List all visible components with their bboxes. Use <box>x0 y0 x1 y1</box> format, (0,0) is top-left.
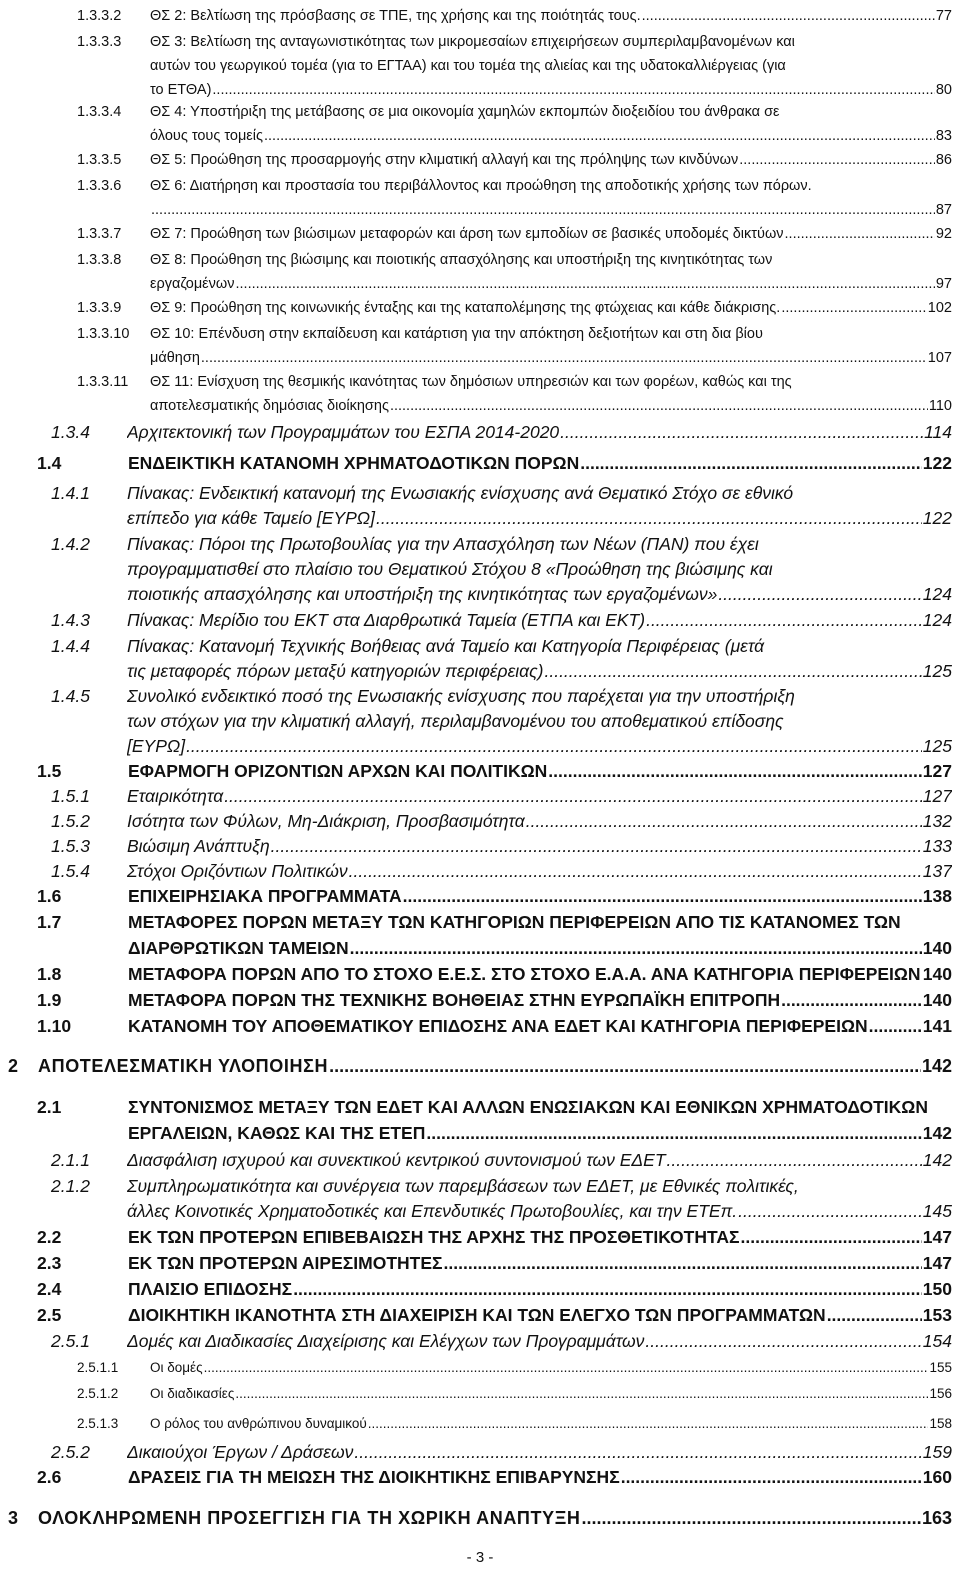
toc-entry-title-line: ΣΥΝΤΟΝΙΣΜΟΣ ΜΕΤΑΞΥ ΤΩΝ ΕΔΕΤ ΚΑΙ ΑΛΛΩΝ ΕΝΩΣΙΑΚΩΝ ΚΑΙ ΕΘΝΙΚΩΝ ΧΡΗΜΑΤΟΔΟΤΙΚΩΝ <box>128 1097 928 1117</box>
dot-leader <box>203 1358 929 1377</box>
toc-entry-number: 3 <box>8 1508 19 1528</box>
toc-entry-title-line: ΘΣ 9: Προώθηση της κοινωνικής ένταξης και της καταπολέμησης της φτώχειας και κάθε διάκρισης. <box>150 300 781 316</box>
toc-entry-title-line: ΘΣ 2: Βελτίωση της πρόσβασης σε ΤΠΕ, της χρήσης και της ποιότητάς τους. <box>150 8 641 24</box>
toc-entry-title-line: εργαζομένων <box>150 276 235 292</box>
toc-entry-number: 1.4.2 <box>51 534 90 554</box>
toc-entry-number: 2.1.2 <box>51 1176 90 1196</box>
dot-leader <box>443 1251 922 1275</box>
toc-entry-title-line: ΘΣ 11: Ενίσχυση της θεσμικής ικανότητας των δημόσιων υπηρεσιών και των φορέων, καθώς και της <box>150 374 792 390</box>
toc-page-number: 83 <box>935 128 952 144</box>
dot-leader <box>784 224 935 245</box>
dot-leader <box>738 150 935 171</box>
dot-leader <box>223 784 922 808</box>
toc-entry-number: 1.4.1 <box>51 483 90 503</box>
toc-entry-number: 1.5.2 <box>51 811 90 831</box>
toc-page-number: 154 <box>922 1331 952 1351</box>
toc-page-number: 160 <box>922 1467 952 1487</box>
toc-entry-title-line: Αρχιτεκτονική των Προγραμμάτων του ΕΣΠΑ 2014-2020 <box>127 422 560 442</box>
toc-entry-number: 1.5 <box>37 761 62 781</box>
toc-page-number: 110 <box>928 398 952 414</box>
toc-entry-title-line: ΘΣ 7: Προώθηση των βιώσιμων μεταφορών και άρση των εμποδίων σε βασικές υποδομές δικτύων <box>150 226 784 242</box>
toc-page-number: 133 <box>922 836 952 856</box>
dot-leader <box>644 1329 921 1353</box>
toc-page-number: 132 <box>922 811 952 831</box>
toc-entry-title-line: μάθηση <box>150 350 200 366</box>
toc-entry-number: 2.5 <box>37 1305 62 1325</box>
toc-entry-title-line: αποτελεσματικής δημόσιας διοίκησης <box>150 398 389 414</box>
toc-entry-title-line: ΑΠΟΤΕΛΕΣΜΑΤΙΚΗ ΥΛΟΠΟΙΗΣΗ <box>38 1056 329 1076</box>
toc-page-number: 140 <box>922 964 952 984</box>
toc-entry-number: 2 <box>8 1056 19 1076</box>
dot-leader <box>348 859 922 883</box>
dot-leader <box>389 396 928 417</box>
toc-entry-title-line: ΕΦΑΡΜΟΓΗ ΟΡΙΖΟΝΤΙΩΝ ΑΡΧΩΝ ΚΑΙ ΠΟΛΙΤΙΚΩΝ <box>128 761 548 781</box>
toc-page-number: 142 <box>922 1123 952 1143</box>
toc-entry-title-line: ΔΙΟΙΚΗΤΙΚΗ ΙΚΑΝΟΤΗΤΑ ΣΤΗ ΔΙΑΧΕΙΡΙΣΗ ΚΑΙ ΤΩΝ ΕΛΕΓΧΟ ΤΩΝ ΠΡΟΓΡΑΜΜΑΤΩΝ <box>128 1305 826 1325</box>
toc-entry-title-line: ΜΕΤΑΦΟΡΕΣ ΠΟΡΩΝ ΜΕΤΑΞΥ ΤΩΝ ΚΑΤΗΓΟΡΙΩΝ ΠΕΡΙΦΕΡΕΙΩΝ ΑΠΟ ΤΙΣ ΚΑΤΑΝΟΜΕΣ ΤΩΝ <box>128 912 901 932</box>
toc-entry-title-line: ΘΣ 4: Υποστήριξη της μετάβασης σε μια οικονομία χαμηλών εκπομπών διοξειδίου του άνθρακα σε <box>150 104 780 120</box>
toc-entry-number: 2.5.2 <box>51 1442 90 1462</box>
toc-page-number: 155 <box>929 1360 952 1375</box>
toc-entry-title-line: ΕΠΙΧΕΙΡΗΣΙΑΚΑ ΠΡΟΓΡΑΜΜΑΤΑ <box>128 886 402 906</box>
toc-entry-title-line: όλους τους τομείς <box>150 128 263 144</box>
dot-leader <box>717 582 921 606</box>
toc-entry-number: 1.3.3.5 <box>77 152 122 168</box>
toc-page-number: 127 <box>922 786 952 806</box>
toc-entry-title-line: ΘΣ 5: Προώθηση της προσαρμογής στην κλιματική αλλαγή και της πρόληψης των κινδύνων <box>150 152 739 168</box>
dot-leader <box>740 1225 922 1249</box>
toc-page-number: 138 <box>922 886 952 906</box>
toc-page-number: 122 <box>922 453 952 473</box>
toc-entry-title-line: Δομές και Διαδικασίες Διαχείρισης και Ελέγχων των Προγραμμάτων <box>127 1331 645 1351</box>
toc-entry-title-line: ΘΣ 8: Προώθηση της βιώσιμης και ποιοτικής απασχόλησης και υποστήριξη της κινητικότητας των <box>150 252 773 268</box>
toc-entry-title-line: Βιώσιμη Ανάπτυξη <box>127 836 270 856</box>
toc-page-number: 145 <box>922 1201 952 1221</box>
toc-page-number: 156 <box>929 1386 952 1401</box>
dot-leader <box>543 659 921 683</box>
toc-entry-title-line: Δικαιούχοι Έργων / Δράσεων <box>127 1442 354 1462</box>
page-number-footer: - 3 - <box>466 1549 494 1566</box>
dot-leader <box>780 988 922 1012</box>
toc-entry-title-line: των στόχων για την κλιματική αλλαγή, περιλαμβανομένου του αποθεματικού επίδοσης <box>127 711 784 731</box>
toc-entry-number: 2.6 <box>37 1467 62 1487</box>
toc-entry-number: 1.3.3.6 <box>77 178 122 194</box>
dot-leader <box>425 1121 921 1145</box>
toc-entry-number: 2.5.1 <box>51 1331 90 1351</box>
dot-leader <box>328 1054 921 1079</box>
toc-entry-number: 1.4 <box>37 453 62 473</box>
toc-entry-number: 2.2 <box>37 1227 62 1247</box>
toc-entry-title-line: Οι διαδικασίες <box>150 1386 235 1401</box>
toc-page-number: 107 <box>927 350 952 366</box>
toc-page-number: 142 <box>922 1150 952 1170</box>
dot-leader <box>234 274 934 295</box>
toc-entry-title-line: ΟΛΟΚΛΗΡΩΜΕΝΗ ΠΡΟΣΕΓΓΙΣΗ ΓΙΑ ΤΗ ΧΩΡΙΚΗ ΑΝΑΠΤΥΞΗ <box>38 1508 581 1528</box>
toc-entry-title-line: Συμπληρωματικότητα και συνέργεια των παρεμβάσεων των ΕΔΕΤ, με Εθνικές πολιτικές, <box>127 1176 799 1196</box>
toc-entry-number: 1.3.3.8 <box>77 252 122 268</box>
dot-leader <box>292 1277 922 1301</box>
toc-entry-number: 1.5.3 <box>51 836 90 856</box>
dot-leader <box>547 759 922 783</box>
toc-entry-title-line: ΘΣ 6: Διατήρηση και προστασία του περιβάλλοντος και προώθηση της αποδοτικής χρήσης των πόρων. <box>150 178 812 194</box>
toc-entry-number: 1.8 <box>37 964 62 984</box>
dot-leader <box>263 126 935 147</box>
dot-leader <box>641 6 935 27</box>
toc-page-number: 147 <box>922 1227 952 1247</box>
toc-entry-title-line: ΕΚ ΤΩΝ ΠΡΟΤΕΡΩΝ ΕΠΙΒΕΒΑΙΩΣΗ ΤΗΣ ΑΡΧΗΣ ΤΗΣ ΠΡΟΣΘΕΤΙΚΟΤΗΤΑΣ <box>128 1227 740 1247</box>
toc-page-number: 97 <box>935 276 952 292</box>
dot-leader <box>270 834 922 858</box>
toc-entry-title-line: ΔΡΑΣΕΙΣ ΓΙΑ ΤΗ ΜΕΙΩΣΗ ΤΗΣ ΔΙΟΙΚΗΤΙΚΗΣ ΕΠΙΒΑΡΥΝΣΗΣ <box>128 1467 620 1487</box>
toc-page-number: 127 <box>922 761 952 781</box>
dot-leader <box>868 1014 922 1038</box>
toc-entry-number: 1.3.3.7 <box>77 226 122 242</box>
toc-page-number: 77 <box>935 8 952 24</box>
dot-leader <box>559 420 923 444</box>
toc-entry-title-line: ΠΛΑΙΣΙΟ ΕΠΙΔΟΣΗΣ <box>128 1279 293 1299</box>
dot-leader <box>375 506 922 530</box>
toc-entry-title-line: Συνολικό ενδεικτικό ποσό της Ενωσιακής ενίσχυσης που παρέχεται για την υποστήριξη <box>127 686 795 706</box>
toc-entry-number: 2.5.1.2 <box>77 1386 119 1401</box>
toc-page-number: 142 <box>921 1056 952 1076</box>
toc-entry-number: 1.6 <box>37 886 62 906</box>
toc-page-number: 153 <box>922 1305 952 1325</box>
toc-page-number: 80 <box>935 82 952 98</box>
toc-entry-number: 1.3.3.2 <box>77 8 122 24</box>
toc-page-number: 114 <box>924 422 952 442</box>
toc-entry-title-line: ΜΕΤΑΦΟΡΑ ΠΟΡΩΝ ΤΗΣ ΤΕΧΝΙΚΗΣ ΒΟΗΘΕΙΑΣ ΣΤΗΝ ΕΥΡΩΠΑΪΚΗ ΕΠΙΤΡΟΠΗ <box>128 990 781 1010</box>
toc-entry-number: 2.5.1.3 <box>77 1416 119 1431</box>
toc-entry-number: 1.3.4 <box>51 422 90 442</box>
toc-entry-title-line: το ΕΤΘΑ) <box>150 82 212 98</box>
dot-leader <box>525 809 922 833</box>
toc-entry-number: 1.3.3.10 <box>77 326 130 342</box>
toc-page-number: 163 <box>921 1508 952 1528</box>
toc-entry-title-line: ΘΣ 3: Βελτίωση της ανταγωνιστικότητας των μικρομεσαίων επιχειρήσεων συμπεριλαμβανομένων και <box>150 34 795 50</box>
dot-leader <box>200 348 927 369</box>
toc-entry-title-line: επίπεδο για κάθε Ταμείο [ΕΥΡΩ] <box>127 508 375 528</box>
toc-entry-title-line: ποιοτικής απασχόλησης και υποστήριξη της κινητικότητας των εργαζομένων» <box>127 584 718 604</box>
toc-page-number: 147 <box>922 1253 952 1273</box>
dot-leader <box>349 936 922 960</box>
dot-leader <box>150 200 935 221</box>
toc-page-number: 125 <box>922 661 952 681</box>
toc-entry-number: 1.10 <box>37 1016 72 1036</box>
toc-entry-title-line: Πίνακας: Ενδεικτική κατανομή της Ενωσιακής ενίσχυσης ανά Θεματικό Στόχο σε εθνικό <box>127 483 794 503</box>
toc-page-number: 158 <box>929 1416 952 1431</box>
toc-entry-number: 2.1.1 <box>51 1150 90 1170</box>
toc-entry-number: 2.4 <box>37 1279 62 1299</box>
dot-leader <box>579 451 922 475</box>
dot-leader <box>211 80 934 101</box>
toc-entry-number: 2.1 <box>37 1097 62 1117</box>
toc-entry-title-line: Στόχοι Οριζόντιων Πολιτικών <box>127 861 348 881</box>
toc-page-number: 92 <box>935 226 952 242</box>
toc-entry-title-line: ΔΙΑΡΘΡΩΤΙΚΩΝ ΤΑΜΕΙΩΝ <box>128 938 349 958</box>
toc-entry-number: 1.7 <box>37 912 62 932</box>
toc-entry-title-line: προγραμματισθεί στο πλαίσιο του Θεματικού Στόχου 8 «Προώθηση της βιώσιμης και <box>127 559 773 579</box>
toc-entry-title-line: Οι δομές <box>150 1360 203 1375</box>
toc-page-number: 140 <box>922 938 952 958</box>
dot-leader <box>402 884 922 908</box>
dot-leader <box>620 1465 922 1489</box>
toc-entry-title-line: Πίνακας: Πόροι της Πρωτοβουλίας για την Απασχόληση των Νέων (ΠΑΝ) που έχει <box>127 534 759 554</box>
toc-entry-title-line: Εταιρικότητα <box>127 786 224 806</box>
toc-entry-title-line: Πίνακας: Μερίδιο του ΕΚΤ στα Διαρθρωτικά Ταμεία (ΕΤΠΑ και ΕΚΤ) <box>127 610 646 630</box>
toc-page-number: 124 <box>922 584 952 604</box>
toc-entry-title-line: ΜΕΤΑΦΟΡΑ ΠΟΡΩΝ ΑΠΟ ΤΟ ΣΤΟΧΟ Ε.Ε.Σ. ΣΤΟ ΣΤΟΧΟ Ε.Α.Α. ΑΝΑ ΚΑΤΗΓΟΡΙΑ ΠΕΡΙΦΕΡΕΙΩΝ <box>128 964 921 984</box>
toc-entry-title-line: τις μεταφορές πόρων μεταξύ κατηγοριών περιφέρειας) <box>127 661 544 681</box>
toc-page-number: 102 <box>927 300 952 316</box>
toc-entry-number: 1.3.3.3 <box>77 34 122 50</box>
dot-leader <box>367 1414 929 1433</box>
toc-page-number: 150 <box>922 1279 952 1299</box>
dot-leader <box>666 1148 922 1172</box>
toc-page-number: 125 <box>922 736 952 756</box>
toc-page-number: 137 <box>922 861 952 881</box>
toc-entry-title-line: άλλες Κοινοτικές Χρηματοδοτικές και Επενδυτικές Πρωτοβουλίες, και την ΕΤΕπ. <box>127 1201 738 1221</box>
toc-entry-title-line: ΘΣ 10: Επένδυση στην εκπαίδευση και κατάρτιση για την απόκτηση δεξιοτήτων και στη δια βίου <box>150 326 763 342</box>
toc-entry-title-line: Ο ρόλος του ανθρώπινου δυναμικού <box>150 1416 367 1431</box>
toc-entry-number: 1.5.4 <box>51 861 90 881</box>
dot-leader <box>826 1303 922 1327</box>
toc-page-number: 140 <box>922 990 952 1010</box>
toc-entry-title-line: [ΕΥΡΩ] <box>127 736 186 756</box>
dot-leader <box>737 1199 922 1223</box>
toc-page-number: 87 <box>935 202 952 218</box>
toc-entry-number: 1.9 <box>37 990 62 1010</box>
toc-page-number: 124 <box>922 610 952 630</box>
toc-page-number: 86 <box>935 152 952 168</box>
toc-page-number: 122 <box>922 508 952 528</box>
toc-entry-title-line: ΕΚ ΤΩΝ ΠΡΟΤΕΡΩΝ ΑΙΡΕΣΙΜΟΤΗΤΕΣ <box>128 1253 443 1273</box>
dot-leader <box>645 608 922 632</box>
toc-page-number: 141 <box>922 1016 952 1036</box>
toc-page-number: 159 <box>922 1442 952 1462</box>
toc-entry-title-line: ΕΡΓΑΛΕΙΩΝ, ΚΑΘΩΣ ΚΑΙ ΤΗΣ ΕΤΕΠ <box>128 1123 426 1143</box>
toc-entry-number: 1.4.4 <box>51 636 90 656</box>
toc-entry-number: 2.5.1.1 <box>77 1360 119 1375</box>
dot-leader <box>581 1506 921 1531</box>
dot-leader <box>185 734 922 758</box>
dot-leader <box>234 1384 928 1403</box>
toc-entry-title-line: αυτών του γεωργικού τομέα (για το ΕΓΤΑΑ) και του τομέα της αλιείας και της υδατοκαλλιέργειας (για <box>150 58 786 74</box>
toc-entry-number: 1.4.5 <box>51 686 90 706</box>
toc-entry-number: 1.3.3.9 <box>77 300 122 316</box>
toc-entry-number: 1.4.3 <box>51 610 90 630</box>
dot-leader <box>353 1440 921 1464</box>
toc-entry-number: 2.3 <box>37 1253 62 1273</box>
toc-entry-title-line: ΕΝΔΕΙΚΤΙΚΗ ΚΑΤΑΝΟΜΗ ΧΡΗΜΑΤΟΔΟΤΙΚΩΝ ΠΟΡΩΝ <box>128 453 580 473</box>
toc-entry-title-line: ΚΑΤΑΝΟΜΗ ΤΟΥ ΑΠΟΘΕΜΑΤΙΚΟΥ ΕΠΙΔΟΣΗΣ ΑΝΑ ΕΔΕΤ ΚΑΙ ΚΑΤΗΓΟΡΙΑ ΠΕΡΙΦΕΡΕΙΩΝ <box>128 1016 868 1036</box>
toc-entry-title-line: Ισότητα των Φύλων, Μη-Διάκριση, Προσβασιμότητα <box>127 811 525 831</box>
toc-entry-number: 1.5.1 <box>51 786 90 806</box>
toc-entry-number: 1.3.3.11 <box>77 374 129 390</box>
toc-entry-title-line: Διασφάλιση ισχυρού και συνεκτικού κεντρικού συντονισμού των ΕΔΕΤ <box>127 1150 666 1170</box>
toc-entry-number: 1.3.3.4 <box>77 104 122 120</box>
toc-entry-title-line: Πίνακας: Κατανομή Τεχνικής Βοήθειας ανά Ταμείο και Κατηγορία Περιφέρειας (μετά <box>127 636 765 656</box>
dot-leader <box>780 298 926 319</box>
